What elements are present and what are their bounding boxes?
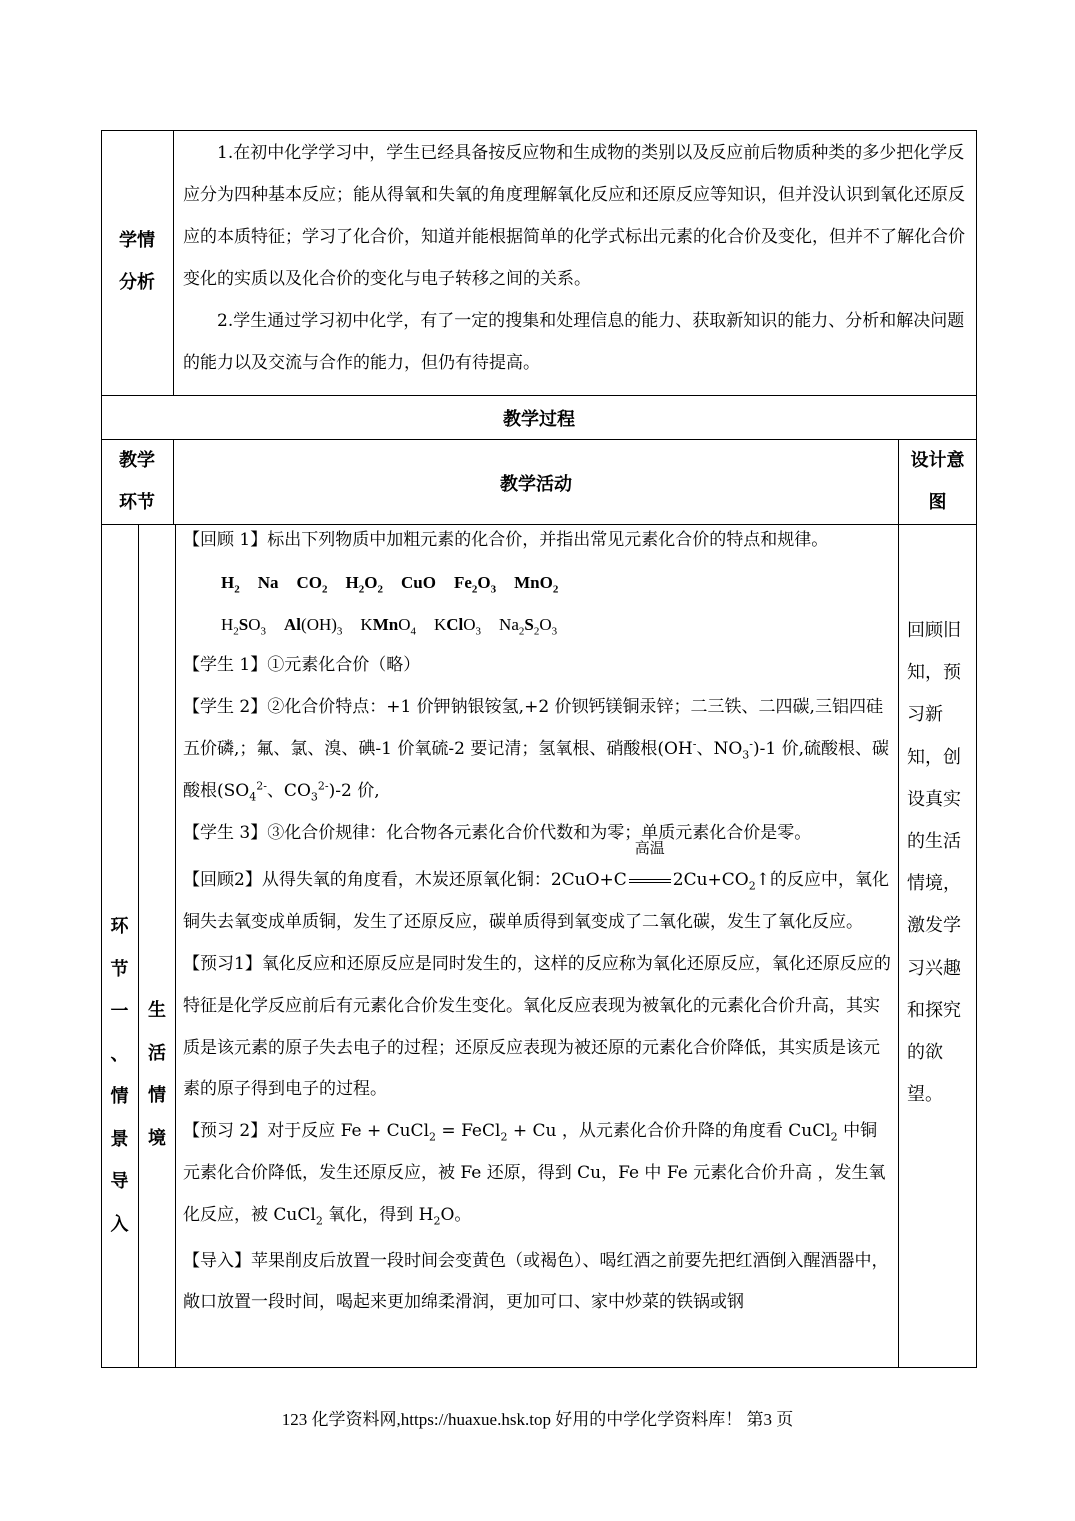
analysis-label: 学情 分析 xyxy=(119,230,155,293)
vertical-char: 入 xyxy=(110,1213,129,1235)
high-temp-condition: 高温 xyxy=(627,860,673,902)
header-intent: 设计意 图 xyxy=(910,450,965,513)
sub-stage-label xyxy=(139,990,175,1160)
vertical-char: 环 xyxy=(110,916,129,937)
header-stage: 教学 环节 xyxy=(119,450,155,513)
process-title: 教学过程 xyxy=(503,409,575,430)
vertical-char: 情 xyxy=(148,1085,166,1106)
preview-1: 【预习1】氧化反应和还原反应是同时发生的，这样的反应称为氧化还原反应，氧化还原反应的特征是化学反应前后有元素化合价发生变化。氧化反应表现为被氧化的元素化合价升高，其实质是该元素的原子失去电子的过程；还原反应表现为被还原的元素化合价降低，其实质是该元素的原子得到电子的过程。 xyxy=(183,953,891,1100)
formula-row-2: $H_2SO_3$ $Al(OH)_3$ KMnO$_4$ KClO$_3$ $Na_2S_2O_3$ xyxy=(221,614,558,637)
stage-label xyxy=(101,906,138,1246)
rule xyxy=(101,395,977,396)
vertical-char: 活 xyxy=(148,1042,166,1064)
vertical-char: 情 xyxy=(110,1086,129,1107)
preview-2: 【预习 2】对于反应 Fe + CuCl$_2$ = FeCl$_2$ + Cu ，从元素化合价升降的角度看 CuCl$_2$ 中铜元素化合价降低，发生还原反应，被 Fe 还原，得到 Cu，Fe 中 Fe 元素化合价升高 ，发生氧化反应，被 CuCl$_2$ 氧化，得到 $H_2O$。 xyxy=(183,1121,886,1228)
vertical-char: 景 xyxy=(110,1128,129,1150)
rule xyxy=(101,1367,977,1368)
vertical-char: 一 xyxy=(110,1001,129,1022)
rule xyxy=(101,130,977,131)
rule xyxy=(976,130,977,1368)
activity-content xyxy=(183,520,893,1324)
analysis-paragraph-1: 1.在初中化学学习中，学生已经具备按反应物和生成物的类别以及反应前后物质种类的多少把化学反应分为四种基本反应；能从得氧和失氧的角度理解氧化反应和还原反应等知识，但并没认识到氧化还原反应的本质特征；学习了化合价，知道并能根据简单的化学式标出元素的化合价及变化，但并不了解化合价变化的实质以及化合价的变化与电子转移之间的关系。 xyxy=(183,143,965,289)
student-1: 【学生 1】①元素化合价（略） xyxy=(183,655,421,676)
rule xyxy=(138,524,139,1367)
student-3: 【学生 3】③化合价规律：化合物各元素化合价代数和为零；单质元素化合价是零。 xyxy=(183,822,812,843)
rule xyxy=(173,130,174,395)
rule xyxy=(101,439,977,440)
vertical-char: 、 xyxy=(110,1043,129,1065)
document-table xyxy=(101,130,977,1368)
student-2: 【学生 2】②化合价特点：+1 价钾钠银铵氢,+2 价钡钙镁铜汞锌；二三铁、二四碳,三铝四硅五价磷,；氟、氯、溴、碘-1 价氧硫-2 要记清；氢氧根、硝酸根(OH-、$NO_3^-)-1$ 价,硫酸根、碳酸根($SO_4^{2-}$、$CO_3^{2-})-2$ 价, xyxy=(183,697,889,804)
rule xyxy=(898,439,899,1367)
review-1: 【回顾 1】标出下列物质中加粗元素的化合价，并指出常见元素化合价的特点和规律。 xyxy=(183,530,829,550)
intent-text: 回顾旧知，预习新知，创设真实的生活情境，激发学习兴趣和探究的欲望。 xyxy=(907,620,961,1106)
vertical-char: 境 xyxy=(148,1127,166,1149)
page-footer: 123 化学资料网,https://huaxue.hsk.top 好用的中学化学资料库！ 第3 页 xyxy=(281,1410,794,1429)
analysis-text xyxy=(183,132,969,384)
formula-row-1: $H_2$ Na $CO_2$ $H_2O_2$ CuO $Fe_2O_3$ MnO$_2$ xyxy=(221,572,559,596)
vertical-char: 生 xyxy=(148,1000,166,1021)
vertical-char: 节 xyxy=(110,958,129,980)
analysis-paragraph-2: 2.学生通过学习初中化学，有了一定的搜集和处理信息的能力、获取新知识的能力、分析和解决问题的能力以及交流与合作的能力，但仍有待提高。 xyxy=(183,311,965,373)
vertical-char: 导 xyxy=(110,1171,129,1192)
header-activity: 教学活动 xyxy=(500,474,572,495)
rule xyxy=(175,524,176,1367)
review-2: 【回顾2】从得失氧的角度看，木炭还原氧化铜：2CuO+C 高温 $2Cu+CO_2↑$的反应中，氧化铜失去氧变成单质铜，发生了还原反应，碳单质得到氧变成了二氧化碳，发生了氧化反应。 xyxy=(183,839,889,933)
introduction: 【导入】苹果削皮后放置一段时间会变黄色（或褐色）、喝红酒之前要先把红酒倒入醒酒器中，敞口放置一段时间，喝起来更加绵柔滑润，更加可口、家中炒菜的铁锅或钢 xyxy=(183,1250,889,1313)
